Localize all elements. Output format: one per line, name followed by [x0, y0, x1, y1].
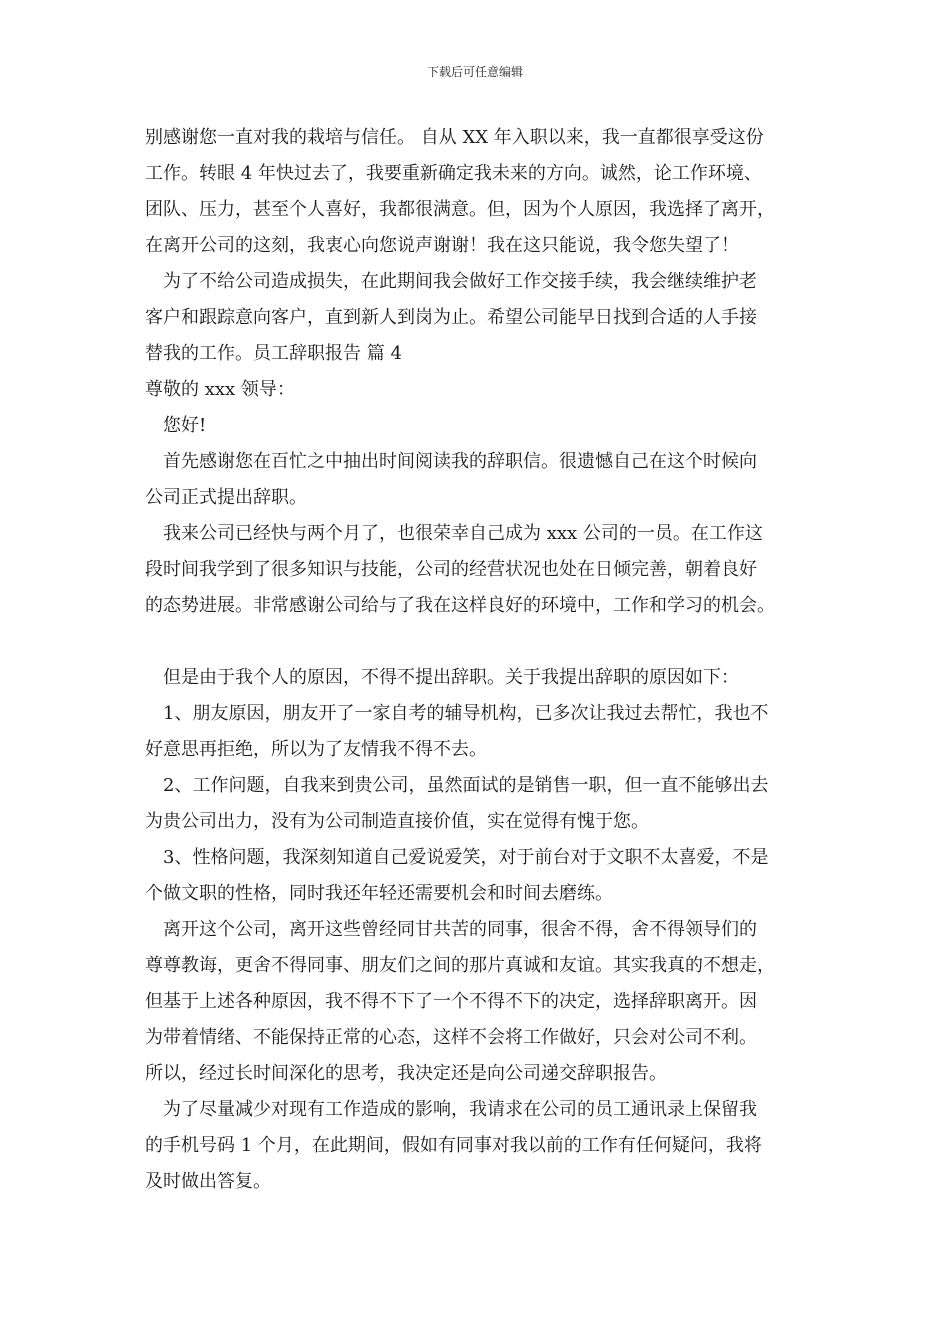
text-line: 离开这个公司，离开这些曾经同甘共苦的同事，很舍不得，舍不得领导们的: [145, 919, 757, 940]
text-line: 1、朋友原因，朋友开了一家自考的辅导机构，已多次让我过去帮忙，我也不: [145, 703, 769, 724]
text-line: 我来公司已经快与两个月了，也很荣幸自己成为 xxx 公司的一员。在工作这: [145, 523, 763, 544]
salutation-line: 尊敬的 xxx 领导：: [145, 379, 295, 400]
text-line: 首先感谢您在百忙之中抽出时间阅读我的辞职信。很遗憾自己在这个时候向: [145, 451, 757, 472]
text-line: 但基于上述各种原因，我不得不下了一个不得不下的决定，选择辞职离开。因: [145, 991, 757, 1012]
text-line: 段时间我学到了很多知识与技能，公司的经营状况也处在日倾完善，朝着良好: [145, 559, 757, 580]
text-line: 公司正式提出辞职。: [145, 487, 307, 508]
text-line: 工作。转眼 4 年快过去了，我要重新确定我未来的方向。诚然，论工作环境、: [145, 163, 762, 184]
text-line: 个做文职的性格，同时我还年轻还需要机会和时间去磨练。: [145, 883, 613, 904]
text-line: 的态势进展。非常感谢公司给与了我在这样良好的环境中，工作和学习的机会。: [145, 595, 775, 616]
text-line: 所以，经过长时间深化的思考，我决定还是向公司递交辞职报告。: [145, 1063, 667, 1084]
text-line: 尊尊教诲，更舍不得同事、朋友们之间的那片真诚和友谊。其实我真的不想走，: [145, 955, 775, 976]
text-line: 但是由于我个人的原因，不得不提出辞职。关于我提出辞职的原因如下：: [145, 667, 739, 688]
text-line: 在离开公司的这刻，我衷心向您说声谢谢！我在这只能说，我令您失望了！: [145, 235, 739, 256]
text-line: 好意思再拒绝，所以为了友情我不得不去。: [145, 739, 487, 760]
text-line: 为带着情绪、不能保持正常的心态，这样不会将工作做好，只会对公司不利。: [145, 1027, 757, 1048]
text-line: 3、性格问题，我深刻知道自己爱说爱笑，对于前台对于文职不太喜爱，不是: [145, 847, 769, 868]
page-header: 下载后可任意编辑: [426, 65, 523, 79]
text-line: 为贵公司出力，没有为公司制造直接价值，实在觉得有愧于您。: [145, 811, 649, 832]
text-line: 团队、压力，甚至个人喜好，我都很满意。但，因为个人原因，我选择了离开，: [145, 199, 775, 220]
text-line: 别感谢您一直对我的栽培与信任。 自从 XX 年入职以来，我一直都很享受这份: [145, 127, 764, 148]
text-line: 为了不给公司造成损失，在此期间我会做好工作交接手续，我会继续维护老: [145, 271, 757, 292]
text-line: 2、工作问题，自我来到贵公司，虽然面试的是销售一职，但一直不能够出去: [145, 775, 769, 796]
greeting-line: 您好!: [145, 415, 207, 436]
document-body: [145, 120, 825, 1200]
text-line: 及时做出答复。: [145, 1171, 271, 1192]
text-line: 替我的工作。员工辞职报告 篇 4: [145, 343, 402, 364]
text-line: 为了尽量减少对现有工作造成的影响，我请求在公司的员工通讯录上保留我: [145, 1099, 757, 1120]
text-line: 的手机号码 1 个月，在此期间，假如有同事对我以前的工作有任何疑问，我将: [145, 1135, 762, 1156]
text-line: 客户和跟踪意向客户，直到新人到岗为止。希望公司能早日找到合适的人手接: [145, 307, 757, 328]
blank-line: [145, 624, 825, 660]
